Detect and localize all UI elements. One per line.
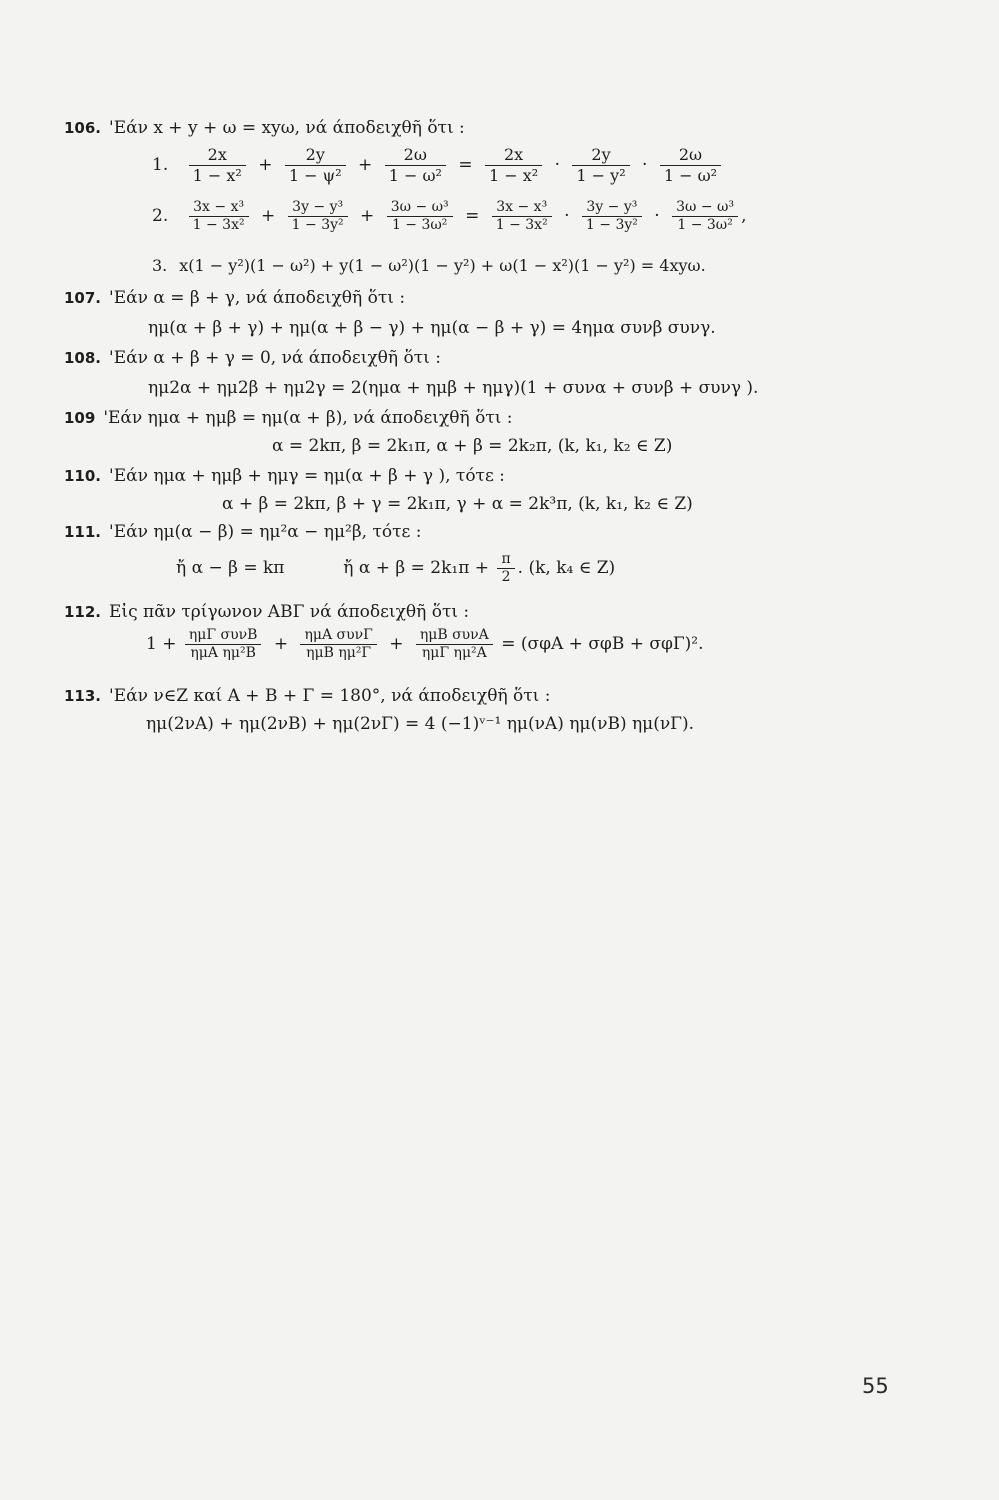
problem-109-formula: α = 2kπ, β = 2k₁π, α + β = 2k₂π, (k, k₁, k₂ ∈ Z)	[272, 436, 673, 456]
problem-number: 108.	[64, 349, 102, 367]
identity-1: 1. $\frac{2x}{\text{1 − x²}}$ + $\frac{2y}{\text{1 − ψ²}}$ + $\frac{2\omega}{\text{1 − ω²}}$ = $\frac{2x}{\text{1 − x²}}$ · $\frac{2y}{\text{1 − y²}}$ · $\frac{2\omega}{\text{1 − ω²}}$	[152, 146, 724, 185]
problem-statement: Εἰς πᾶν τρίγωνον ΑΒΓ νά άποδειχθῆ ὅτι :	[109, 602, 470, 622]
sub-label: 3.	[152, 256, 168, 275]
problem-number: 111.	[64, 523, 102, 541]
sub-label: 1.	[152, 155, 169, 175]
fraction: $\frac{2x}{\text{1 − x²}}$	[485, 146, 542, 185]
problem-107-formula: ημ(α + β + γ) + ημ(α + β − γ) + ημ(α − β + γ) = 4ημα συνβ συνγ.	[148, 318, 716, 338]
page-number: 55	[862, 1374, 889, 1398]
problem-number: 109	[64, 409, 96, 427]
fraction: $\frac{2y}{\text{1 − ψ²}}$	[285, 146, 346, 185]
identity-text: x(1 − y²)(1 − ω²) + y(1 − ω²)(1 − y²) + ω(1 − x²)(1 − y²) = 4xyω.	[179, 256, 706, 275]
identity-2: 2. $\frac{\text{3x − x³}}{\text{1 − 3x²}}$ + $\frac{\text{3y − y³}}{\text{1 − 3y²}}$ + $\frac{\text{3ω − ω³}}{\text{1 − 3ω²}}$ = $\frac{\text{3x − x³}}{\text{1 − 3x²}}$ · $\frac{\text{3y − y³}}{\text{1 − 3y²}}$ · $\frac{\text{3ω − ω³}}{\text{1 − 3ω²}}$ ,	[152, 199, 747, 233]
problem-112-formula: 1 + $\frac{\text{ημΓ συνΒ}}{\text{ημΑ ημ²Β}}$ + $\frac{\text{ημΑ συνΓ}}{\text{ημΒ ημ²Γ}}$ + $\frac{\text{ημΒ συνΑ}}{\text{ημΓ ημ²Α}}$ = (σφΑ + σφΒ + σφΓ)².	[146, 627, 704, 661]
problem-statement: 'Εάν ημα + ημβ = ημ(α + β), νά άποδειχθῆ ὅτι :	[103, 408, 513, 428]
problem-number: 110.	[64, 467, 102, 485]
problem-113-header	[64, 686, 550, 706]
fraction: $\frac{2\omega}{\text{1 − ω²}}$	[660, 146, 721, 185]
problem-107-header	[64, 288, 405, 308]
fraction: $\frac{\text{3y − y³}}{\text{1 − 3y²}}$	[288, 200, 348, 233]
fraction: $\frac{\text{ημΓ συνΒ}}{\text{ημΑ ημ²Β}}$	[185, 628, 262, 661]
problem-statement: 'Εάν α = β + γ, νά άποδειχθῆ ὅτι :	[109, 288, 406, 308]
identity-3	[152, 256, 706, 276]
problem-110-formula: α + β = 2kπ, β + γ = 2k₁π, γ + α = 2k³π, (k, k₁, k₂ ∈ Z)	[222, 494, 693, 514]
problem-statement: 'Εάν ημα + ημβ + ημγ = ημ(α + β + γ ), τότε :	[109, 466, 505, 486]
problem-number: 106.	[64, 119, 102, 137]
problem-106-header	[64, 118, 465, 138]
fraction: $\frac{2y}{\text{1 − y²}}$	[572, 146, 629, 185]
problem-number: 112.	[64, 603, 102, 621]
fraction: $\frac{\text{3ω − ω³}}{\text{1 − 3ω²}}$	[387, 200, 453, 233]
problem-111-header	[64, 522, 421, 542]
problem-statement: 'Εάν ν∈Ζ καί Α + Β + Γ = 180°, νά άποδειχθῆ ὅτι :	[109, 686, 551, 706]
problem-number: 107.	[64, 289, 102, 307]
problem-number: 113.	[64, 687, 102, 705]
problem-112-header	[64, 602, 469, 622]
problem-108-header	[64, 348, 441, 368]
problem-statement: 'Εάν α + β + γ = 0, νά άποδειχθῆ ὅτι :	[109, 348, 441, 368]
problem-statement: 'Εάν x + y + ω = xyω, νά άποδειχθῆ ὅτι :	[109, 118, 465, 138]
problem-110-header	[64, 466, 505, 486]
fraction: $\frac{\text{3ω − ω³}}{\text{1 − 3ω²}}$	[672, 200, 738, 233]
fraction: $\frac{2\omega}{\text{1 − ω²}}$	[385, 146, 446, 185]
problem-111-formula: ἤ α − β = kπ ἤ α + β = 2k₁π + $\frac{\pi}{2}$ . (k, k₄ ∈ Z)	[176, 551, 616, 585]
problem-statement: 'Εάν ημ(α − β) = ημ²α − ημ²β, τότε :	[109, 522, 422, 542]
problem-109-header	[64, 408, 513, 428]
fraction: $\frac{\text{3x − x³}}{\text{1 − 3x²}}$	[189, 200, 249, 233]
sub-label: 2.	[152, 206, 169, 226]
problem-108-formula: ημ2α + ημ2β + ημ2γ = 2(ημα + ημβ + ημγ)(1 + συνα + συνβ + συνγ ).	[148, 378, 759, 398]
fraction: $\frac{2x}{\text{1 − x²}}$	[189, 146, 246, 185]
fraction: $\frac{\text{ημΑ συνΓ}}{\text{ημΒ ημ²Γ}}$	[300, 628, 376, 661]
fraction: $\frac{\text{3y − y³}}{\text{1 − 3y²}}$	[582, 200, 642, 233]
fraction: $\frac{\text{3x − x³}}{\text{1 − 3x²}}$	[492, 200, 552, 233]
fraction: $\frac{\pi}{2}$	[497, 552, 514, 585]
fraction: $\frac{\text{ημΒ συνΑ}}{\text{ημΓ ημ²Α}}$	[416, 628, 493, 661]
problem-113-formula: ημ(2νΑ) + ημ(2νΒ) + ημ(2νΓ) = 4 (−1)ᵛ⁻¹ ημ(νΑ) ημ(νΒ) ημ(νΓ).	[146, 714, 695, 734]
